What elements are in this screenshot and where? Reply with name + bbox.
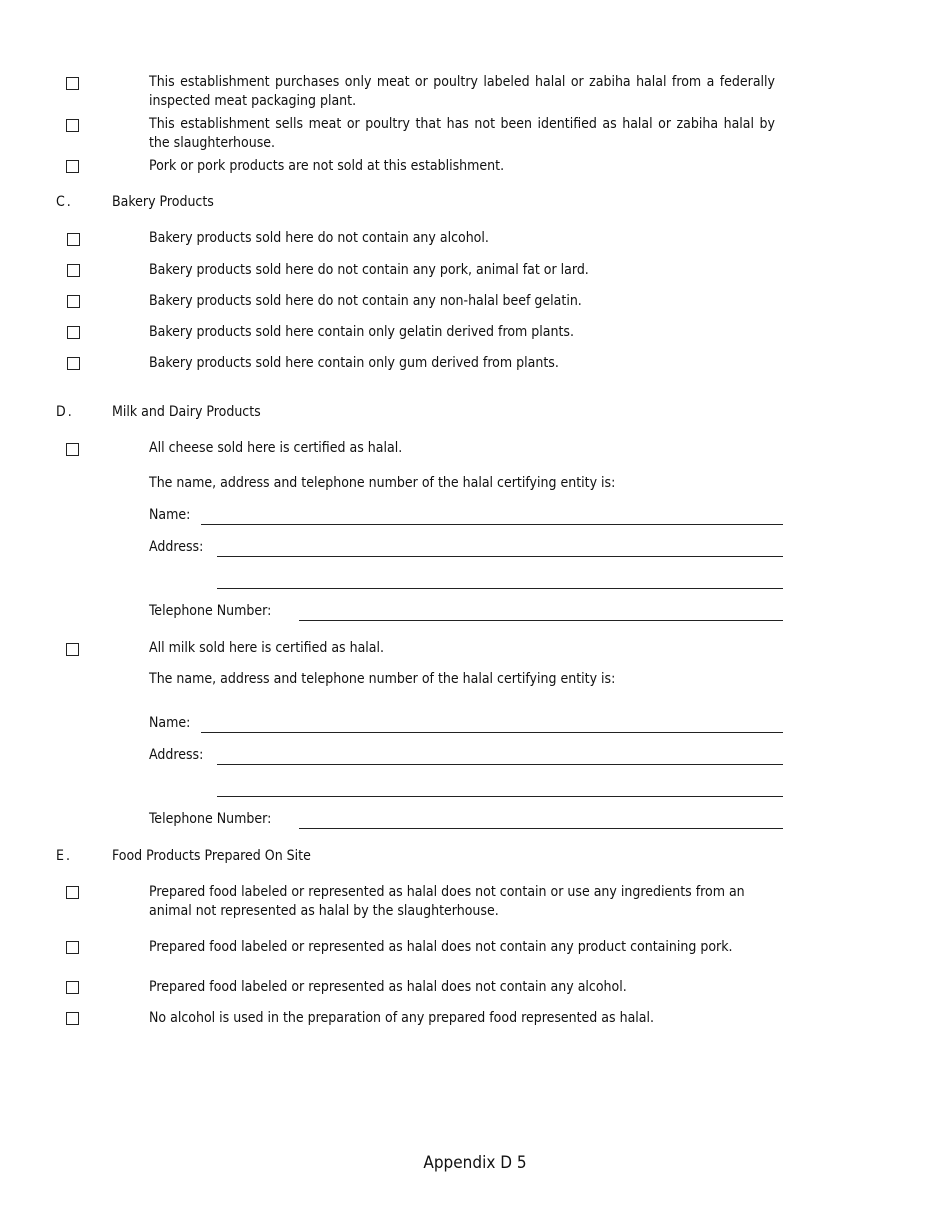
section-d-letter: D. (56, 404, 74, 420)
checkbox-meat-non-halal-sold[interactable] (66, 119, 79, 132)
milk-statement: All milk sold here is certified as halal. (149, 640, 385, 656)
checkbox-prepared-no-pork[interactable] (66, 941, 79, 954)
checkbox-bakery-no-alcohol[interactable] (67, 233, 80, 246)
meat-item-text: This establishment purchases only meat or poultry labeled halal or zabiha halal from a federally inspected meat packaging plant. (149, 74, 775, 109)
checkbox-bakery-no-pork[interactable] (67, 264, 80, 277)
section-c-letter: C. (56, 194, 73, 210)
milk-name-field[interactable] (201, 732, 783, 733)
milk-phone-field[interactable] (299, 828, 783, 829)
milk-phone-label: Telephone Number: (149, 811, 272, 827)
milk-address-field[interactable] (217, 764, 783, 765)
checkbox-no-pork[interactable] (66, 160, 79, 173)
cheese-statement: All cheese sold here is certified as halal. (149, 440, 403, 456)
section-d-title: Milk and Dairy Products (112, 404, 261, 420)
section-c-title: Bakery Products (112, 194, 214, 210)
checkbox-prepared-no-alcohol[interactable] (66, 981, 79, 994)
milk-name-label: Name: (149, 715, 191, 731)
meat-item-text: This establishment sells meat or poultry that has not been identified as halal or zabiha halal by the slaughterhouse. (149, 116, 775, 151)
bakery-item-text: Bakery products sold here contain only gum derived from plants. (149, 355, 559, 371)
cheese-address-field[interactable] (217, 556, 783, 557)
meat-item-text: Pork or pork products are not sold at this establishment. (149, 158, 505, 174)
prepared-item-text: Prepared food labeled or represented as halal does not contain or use any ingredients from an animal not represented as halal by the slaughterhouse. (149, 884, 745, 919)
bakery-item-text: Bakery products sold here do not contain any non-halal beef gelatin. (149, 293, 582, 309)
bakery-item-text: Bakery products sold here contain only gelatin derived from plants. (149, 324, 574, 340)
prepared-item-text: Prepared food labeled or represented as halal does not contain any alcohol. (149, 979, 627, 995)
checkbox-milk-halal[interactable] (66, 643, 79, 656)
cheese-entity-text: The name, address and telephone number of the halal certifying entity is: (149, 475, 616, 491)
checkbox-bakery-plant-gum[interactable] (67, 357, 80, 370)
checkbox-no-alcohol-used[interactable] (66, 1012, 79, 1025)
prepared-item-text: No alcohol is used in the preparation of any prepared food represented as halal. (149, 1010, 655, 1026)
checkbox-prepared-no-non-halal-animal[interactable] (66, 886, 79, 899)
cheese-name-label: Name: (149, 507, 191, 523)
milk-address-label: Address: (149, 747, 204, 763)
checkbox-cheese-halal[interactable] (66, 443, 79, 456)
cheese-phone-label: Telephone Number: (149, 603, 272, 619)
cheese-address-label: Address: (149, 539, 204, 555)
checkbox-bakery-plant-gelatin[interactable] (67, 326, 80, 339)
cheese-address-field-line2[interactable] (217, 588, 783, 589)
prepared-item-text: Prepared food labeled or represented as halal does not contain any product containing pork. (149, 939, 733, 955)
bakery-item-text: Bakery products sold here do not contain any alcohol. (149, 230, 489, 246)
bakery-item-text: Bakery products sold here do not contain any pork, animal fat or lard. (149, 262, 589, 278)
milk-address-field-line2[interactable] (217, 796, 783, 797)
page-footer: Appendix D 5 (423, 1153, 527, 1173)
checkbox-bakery-no-beef-gelatin[interactable] (67, 295, 80, 308)
checkbox-meat-halal-purchase[interactable] (66, 77, 79, 90)
section-e-title: Food Products Prepared On Site (112, 848, 311, 864)
section-e-letter: E. (56, 848, 72, 864)
cheese-phone-field[interactable] (299, 620, 783, 621)
cheese-name-field[interactable] (201, 524, 783, 525)
milk-entity-text: The name, address and telephone number of the halal certifying entity is: (149, 671, 616, 687)
